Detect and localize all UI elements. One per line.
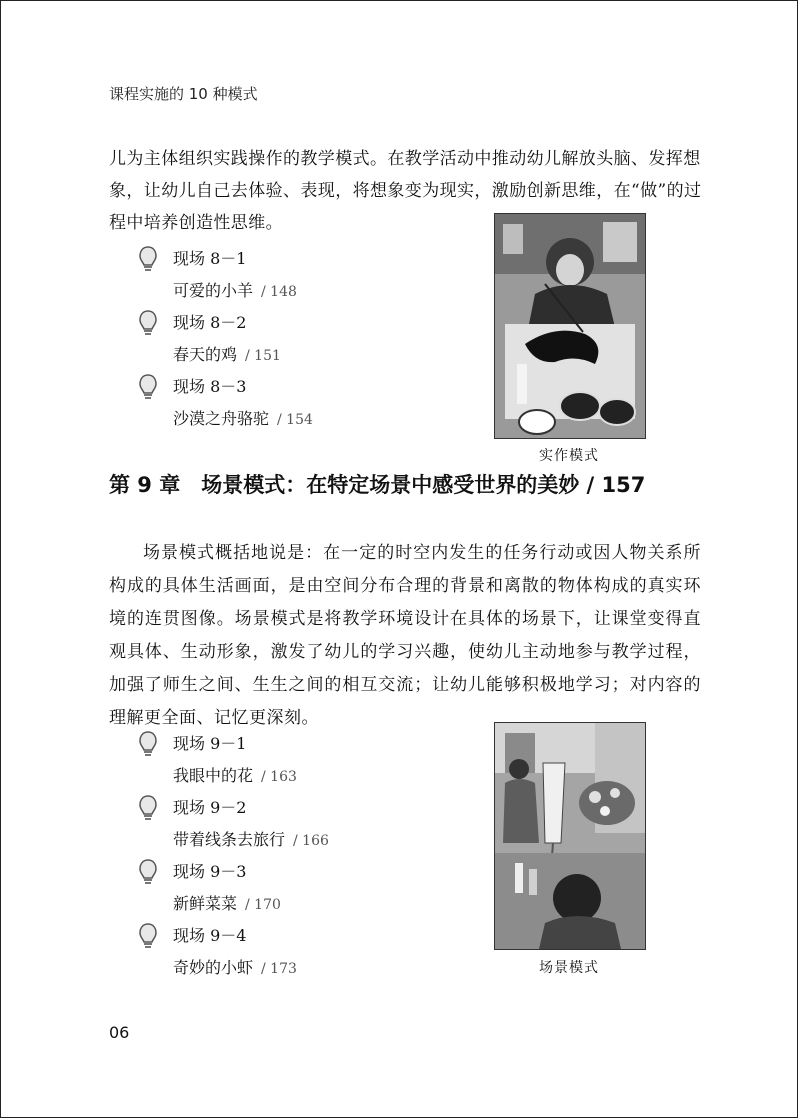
scene-title-text: 新鲜菜菜 xyxy=(173,894,238,913)
scene-title[interactable] xyxy=(173,955,297,978)
scene-page-ref: / 154 xyxy=(277,412,313,428)
scene-title[interactable] xyxy=(173,891,281,914)
scene-page-ref: / 173 xyxy=(261,961,297,977)
scene-code: 现场 9－3 xyxy=(173,862,247,881)
scene-title[interactable] xyxy=(173,406,313,429)
lightbulb-icon xyxy=(139,795,157,821)
photo-caption: 实作模式 xyxy=(539,448,599,464)
lightbulb-icon xyxy=(139,859,157,885)
scene-title-text: 可爱的小羊 xyxy=(173,281,254,300)
scene-page-ref: / 151 xyxy=(245,348,281,364)
scene-title[interactable] xyxy=(173,342,281,365)
scene-code: 现场 8－1 xyxy=(173,249,247,268)
lightbulb-icon xyxy=(139,246,157,272)
lightbulb-icon xyxy=(139,310,157,336)
photo-child-painting xyxy=(494,213,646,439)
lightbulb-icon xyxy=(139,731,157,757)
chapter-heading[interactable]: 第 9 章 场景模式：在特定场景中感受世界的美妙 / 157 xyxy=(109,473,646,497)
scene-code: 现场 8－3 xyxy=(173,377,247,396)
scene-page-ref: / 148 xyxy=(261,284,297,300)
photo-caption: 场景模式 xyxy=(539,960,599,976)
scene-page-ref: / 170 xyxy=(245,897,281,913)
lightbulb-icon xyxy=(139,923,157,949)
lightbulb-icon xyxy=(139,374,157,400)
running-header: 课程实施的 10 种模式 xyxy=(109,85,258,103)
scene-title[interactable] xyxy=(173,827,329,850)
scene-title-text: 带着线条去旅行 xyxy=(173,830,286,849)
scene-page-ref: / 166 xyxy=(293,833,329,849)
scene-code: 现场 9－1 xyxy=(173,734,247,753)
page-number: 06 xyxy=(109,1023,130,1042)
scene-title-text: 春天的鸡 xyxy=(173,345,238,364)
scene-title-text: 奇妙的小虾 xyxy=(173,958,254,977)
chapter-paragraph xyxy=(109,537,701,735)
scene-title-text: 我眼中的花 xyxy=(173,766,254,785)
scene-code: 现场 9－4 xyxy=(173,926,247,945)
photo-illustration xyxy=(495,723,645,949)
scene-code: 现场 9－2 xyxy=(173,798,247,817)
scene-title-text: 沙漠之舟骆驼 xyxy=(173,409,270,428)
photo-scene-easels xyxy=(494,722,646,950)
scene-page-ref: / 163 xyxy=(261,769,297,785)
scene-title[interactable] xyxy=(173,278,297,301)
intro-text: 儿为主体组织实践操作的教学模式。在教学活动中推动幼儿解放头脑、发挥想象，让幼儿自己去体验、表现，将想象变为现实，激励创新思维，在“做”的过程中培养创造性思维。 xyxy=(109,149,702,233)
chapter-text: 场景模式概括地说是：在一定的时空内发生的任务行动或因人物关系所构成的具体生活画面，是由空间分布合理的背景和离散的物体构成的真实环境的连贯图像。场景模式是将教学环境设计在具体的场景下，让课堂变得直观具体、生动形象，激发了幼儿的学习兴趣，使幼儿主动地参与教学过程，加强了师生之间、生生之间的相互交流；让幼儿能够积极地学习；对内容的理解更全面、记忆更深刻。 xyxy=(109,543,701,728)
photo-illustration xyxy=(495,214,645,438)
scene-title[interactable] xyxy=(173,763,297,786)
scene-code: 现场 8－2 xyxy=(173,313,247,332)
